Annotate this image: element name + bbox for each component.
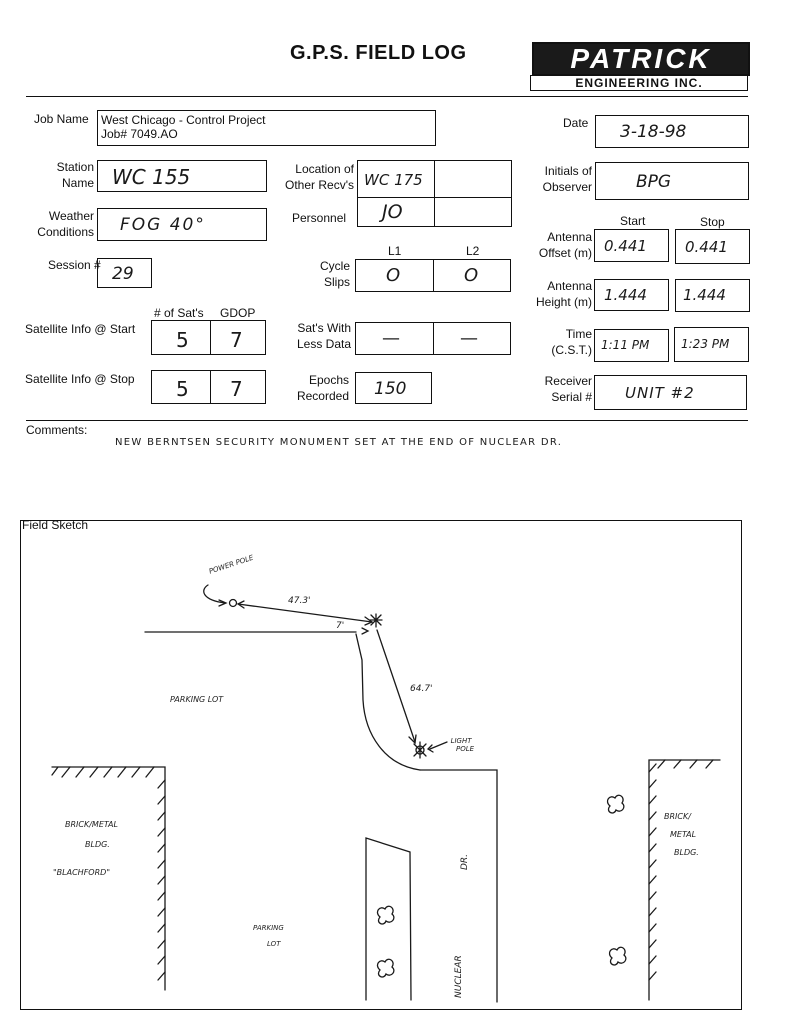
sats-less-l2-value: — xyxy=(460,328,478,349)
building-right-label: BRICK/ METAL BLDG. xyxy=(664,812,699,857)
date-label: Date xyxy=(563,116,589,130)
cycle-slips-label: Cycle Slips xyxy=(319,259,350,289)
page-title: G.P.S. FIELD LOG xyxy=(290,42,467,64)
antenna-height-stop-value: 1.444 xyxy=(683,286,726,304)
sats-heading: # of Sat's xyxy=(154,306,204,320)
date-value: 3-18-98 xyxy=(620,122,687,142)
job-name-label: Job Name xyxy=(34,112,89,126)
weather-label: Weather Conditions xyxy=(37,209,94,239)
dimension-7-label: 7' xyxy=(336,621,345,631)
building-right-hatch xyxy=(649,760,713,980)
nuclear-dr-label-2: NUCLEAR xyxy=(454,955,464,998)
building-right-outline xyxy=(649,760,720,1000)
light-pole-note: LIGHT POLE xyxy=(450,737,475,753)
location-label: Location of Other Recv's xyxy=(285,162,354,192)
start-heading: Start xyxy=(620,214,646,228)
shrub-icon-4 xyxy=(609,947,625,965)
station-name-value: WC 155 xyxy=(112,165,191,189)
power-pole-arrow xyxy=(204,585,225,603)
location-value: WC 175 xyxy=(364,171,423,189)
nuclear-dr-label-1: DR. xyxy=(460,853,470,870)
initials-label: Initials of Observer xyxy=(542,164,592,194)
monument-icon xyxy=(370,614,382,627)
session-value: 29 xyxy=(112,264,134,284)
power-pole-note: POWER POLE xyxy=(208,553,255,576)
shrub-icon-1 xyxy=(377,906,393,924)
receiver-value: UNIT #2 xyxy=(625,384,695,402)
epochs-value: 150 xyxy=(374,379,407,399)
sat-start-sats-value: 5 xyxy=(176,328,189,352)
shrub-icon-3 xyxy=(607,795,623,813)
antenna-offset-label: Antenna Offset (m) xyxy=(538,230,592,260)
sat-info-start-label: Satellite Info @ Start xyxy=(25,322,136,336)
epochs-label: Epochs Recorded xyxy=(296,373,349,403)
logo-top: PATRICK xyxy=(532,42,750,76)
sat-start-gdop-value: 7 xyxy=(230,328,243,352)
sat-info-stop-label: Satellite Info @ Stop xyxy=(25,372,135,386)
light-pole-arrow xyxy=(430,742,447,749)
antenna-offset-stop-value: 0.441 xyxy=(685,238,728,256)
antenna-height-start-value: 1.444 xyxy=(604,286,647,304)
parking-lot-north-label: PARKING LOT xyxy=(170,695,224,704)
initials-value: BPG xyxy=(636,172,672,192)
time-start-value: 1:11 PM xyxy=(601,338,650,352)
parking-lot-south-label: PARKING LOT xyxy=(253,924,284,948)
station-name-label: Station Name xyxy=(56,160,94,190)
dimension-arrow-7 xyxy=(362,628,368,634)
job-name-value: West Chicago - Control Project xyxy=(101,113,266,127)
sats-less-label: Sat's With Less Data xyxy=(296,321,351,351)
l1-heading: L1 xyxy=(388,244,402,258)
field-sketch-label: Field Sketch xyxy=(22,518,89,532)
power-pole-icon xyxy=(230,600,237,607)
comments-label: Comments: xyxy=(26,423,88,437)
dimension-64-label: 64.7' xyxy=(410,684,433,694)
shrub-icon-2 xyxy=(377,959,393,977)
curb-line xyxy=(356,634,420,770)
job-number-value: Job# 7049.AO xyxy=(101,127,178,141)
session-label: Session # xyxy=(48,258,101,272)
l2-heading: L2 xyxy=(466,244,480,258)
receiver-label: Receiver Serial # xyxy=(544,374,592,404)
dimension-47-label: 47.3' xyxy=(288,596,311,606)
personnel-value: JO xyxy=(382,201,403,223)
building-left-label: BRICK/METAL BLDG. "BLACHFORD" xyxy=(53,820,118,877)
time-label: Time (C.S.T.) xyxy=(551,327,592,357)
antenna-height-label: Antenna Height (m) xyxy=(535,279,592,309)
sat-stop-gdop-value: 7 xyxy=(230,377,243,401)
cycle-slips-l1-value: O xyxy=(386,265,401,286)
sats-less-l1-value: — xyxy=(382,328,400,349)
gdop-heading: GDOP xyxy=(220,306,256,320)
weather-value: FOG 40° xyxy=(120,215,206,235)
time-stop-value: 1:23 PM xyxy=(681,337,730,351)
personnel-label: Personnel xyxy=(292,211,347,225)
sat-stop-sats-value: 5 xyxy=(176,377,189,401)
cycle-slips-l2-value: O xyxy=(464,265,479,286)
antenna-offset-start-value: 0.441 xyxy=(604,237,647,255)
dimension-line-47 xyxy=(238,604,372,622)
stop-heading: Stop xyxy=(700,215,725,229)
logo-bottom: ENGINEERING INC. xyxy=(530,75,748,91)
comments-value: NEW BERNTSEN SECURITY MONUMENT SET AT THE END OF NUCLEAR DR. xyxy=(115,437,563,448)
